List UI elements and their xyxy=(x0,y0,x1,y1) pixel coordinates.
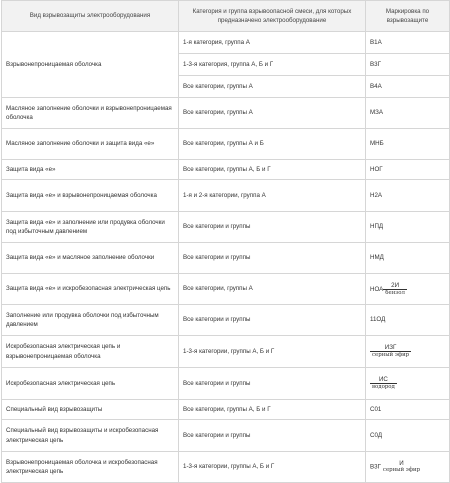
protection-type-cell: Заполнение или продувка оболочки под избыточным давлением xyxy=(2,305,179,336)
marking-prefix: НОА xyxy=(370,285,384,293)
marking-cell xyxy=(366,336,450,368)
marking-denominator: водород xyxy=(372,384,395,390)
protection-type-cell: Защита вида «е» и искробезопасная электрическая цепь xyxy=(2,274,179,305)
header-protection-type: Вид взрывозащиты электрооборудования xyxy=(2,1,179,32)
explosion-protection-table xyxy=(1,0,450,483)
marking-cell xyxy=(366,274,450,305)
table-row xyxy=(2,98,450,129)
category-cell: Все категории и группы xyxy=(179,212,366,243)
marking-denominator: бензол xyxy=(385,289,405,296)
table-row xyxy=(2,400,450,420)
table-row xyxy=(2,305,450,336)
table-row xyxy=(2,274,450,305)
marking-fraction xyxy=(383,282,407,297)
marking-cell: В1А xyxy=(366,32,450,54)
marking-cell: Н2А xyxy=(366,180,450,212)
category-cell: 1-3-я категории, группы А, Б и Г xyxy=(179,336,366,368)
marking-fraction xyxy=(370,344,411,359)
protection-type-cell: Искробезопасная электрическая цепь xyxy=(2,368,179,400)
marking-cell: С0Д xyxy=(366,420,450,452)
table-row xyxy=(2,129,450,160)
marking-cell: НПД xyxy=(366,212,450,243)
marking-denominator: серный эфир xyxy=(382,467,421,473)
table-row xyxy=(2,420,450,452)
marking-cell: МНБ xyxy=(366,129,450,160)
table-row xyxy=(2,32,450,54)
category-cell: Все категории и группы xyxy=(179,243,366,274)
category-cell: Все категории и группы xyxy=(179,368,366,400)
table-row xyxy=(2,452,450,483)
marking-cell xyxy=(366,452,450,483)
category-cell: 1-3-я категория, группа А, Б и Г xyxy=(179,54,366,76)
marking-denominator: серный эфир xyxy=(372,352,410,358)
protection-type-cell: Взрывонепроницаемая оболочка xyxy=(2,32,179,98)
marking-fraction xyxy=(381,460,422,474)
protection-type-cell: Защита вида «е» и взрывонепроницаемая оболочка xyxy=(2,180,179,212)
table-row xyxy=(2,160,450,180)
protection-type-cell: Масляное заполнение оболочки и защита вида «е» xyxy=(2,129,179,160)
category-cell: Все категории, группы А, Б и Г xyxy=(179,400,366,420)
header-marking: Маркировка по взрывозащите xyxy=(366,1,450,32)
protection-type-cell: Взрывонепроницаемая оболочка и искробезопасная электрическая цепь xyxy=(2,452,179,483)
category-cell: 1-я категория, группа А xyxy=(179,32,366,54)
marking-numerator: 2И xyxy=(383,282,407,290)
protection-type-cell: Защита вида «е» и масляное заполнение оболочки xyxy=(2,243,179,274)
marking-numerator: ИС xyxy=(370,376,397,384)
marking-cell: 11ОД xyxy=(366,305,450,336)
marking-cell: В3Г xyxy=(366,54,450,76)
marking-cell: С01 xyxy=(366,400,450,420)
marking-numerator: ИЗГ xyxy=(370,344,411,352)
marking-cell: НОГ xyxy=(366,160,450,180)
category-cell: Все категории и группы xyxy=(179,420,366,452)
protection-type-cell: Масляное заполнение оболочки и взрывонепроницаемая оболочка xyxy=(2,98,179,129)
marking-cell: МЗА xyxy=(366,98,450,129)
marking-numerator: И xyxy=(399,460,404,467)
protection-type-cell: Искробезопасная электрическая цепь и взрывонепроницаемая оболочка xyxy=(2,336,179,368)
marking-prefix: В3Г xyxy=(370,463,381,471)
table-header-row xyxy=(2,1,450,32)
protection-type-cell: Специальный вид взрывозащиты и искробезопасная электрическая цепь xyxy=(2,420,179,452)
table-row xyxy=(2,336,450,368)
marking-cell: В4А xyxy=(366,76,450,98)
marking-fraction xyxy=(370,376,397,391)
marking-cell: НМД xyxy=(366,243,450,274)
table-row xyxy=(2,180,450,212)
category-cell: Все категории и группы xyxy=(179,305,366,336)
table-row xyxy=(2,212,450,243)
marking-cell xyxy=(366,368,450,400)
table-row xyxy=(2,368,450,400)
category-cell: Все категории, группы А xyxy=(179,98,366,129)
protection-type-cell: Защита вида «е» и заполнение или продувка оболочки под избыточным давлением xyxy=(2,212,179,243)
category-cell: Все категории, группы А и Б xyxy=(179,129,366,160)
category-cell: Все категории, группы А xyxy=(179,76,366,98)
category-cell: Все категории, группы А xyxy=(179,274,366,305)
category-cell: 1-я и 2-я категории, группа А xyxy=(179,180,366,212)
category-cell: Все категории, группы А, Б и Г xyxy=(179,160,366,180)
category-cell: 1-3-я категории, группы А, Б и Г xyxy=(179,452,366,483)
protection-type-cell: Защита вида «е» xyxy=(2,160,179,180)
table-row xyxy=(2,243,450,274)
header-category-group: Категория и группа взрывоопасной смеси, для которых предназначено электрооборудование xyxy=(179,1,366,32)
protection-type-cell: Специальный вид взрывозащиты xyxy=(2,400,179,420)
